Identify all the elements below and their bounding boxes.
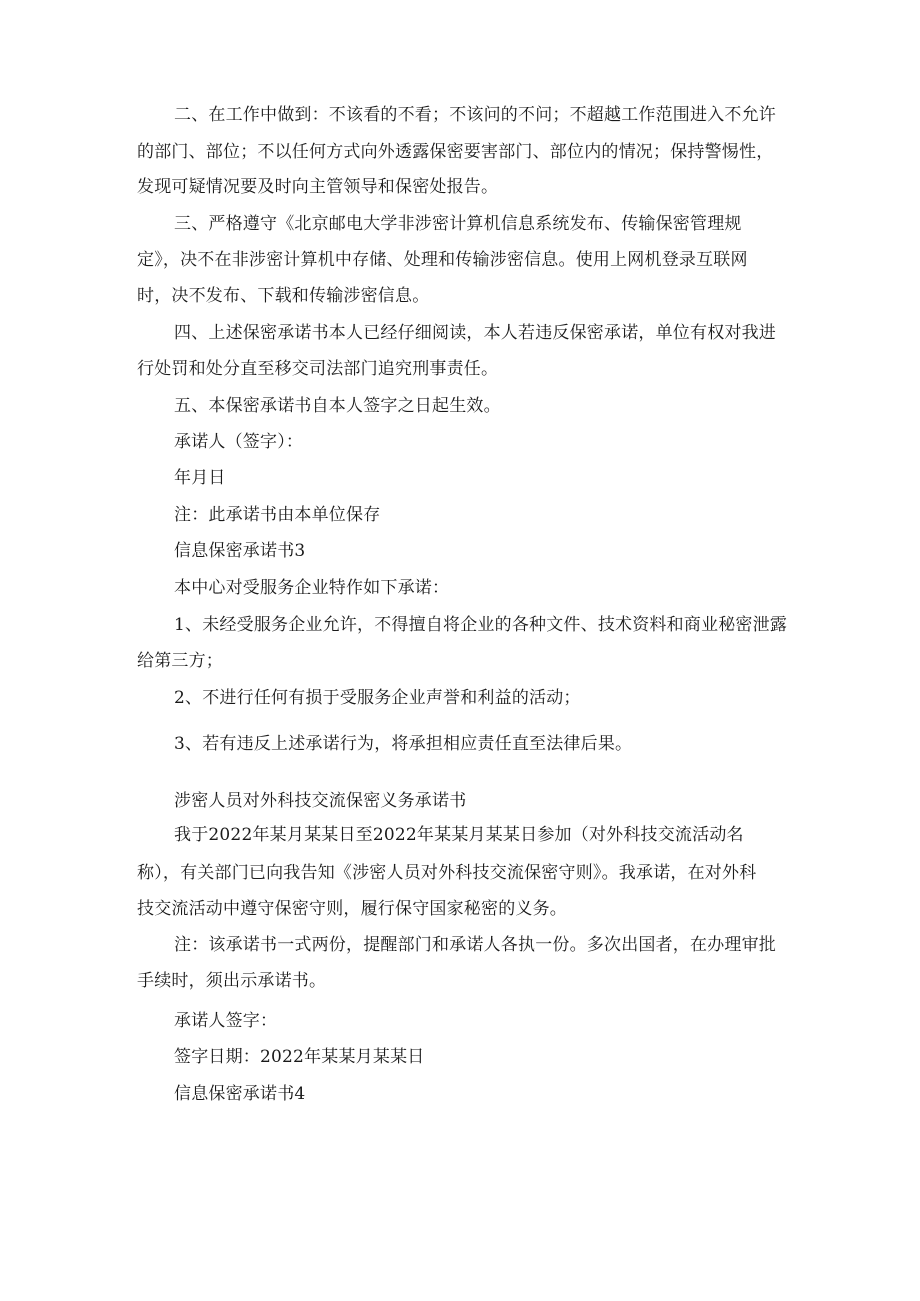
- text-line: 行处罚和处分直至移交司法部门追究刑事责任。: [137, 359, 499, 379]
- text-line: 的部门、部位；不以任何方式向外透露保密要害部门、部位内的情况；保持警惕性，: [137, 142, 774, 162]
- signature-label: 承诺人（签字）：: [174, 432, 304, 452]
- list-item: 1、未经受服务企业允许，不得擅自将企业的各种文件、技术资料和商业秘密泄露: [174, 615, 788, 635]
- text-line: 称），有关部门已向我告知《涉密人员对外科技交流保密守则》。我承诺，在对外科: [137, 863, 757, 883]
- text-line: 定》，决不在非涉密计算机中存储、处理和传输涉密信息。使用上网机登录互联网: [137, 250, 748, 270]
- text-line: 五、本保密承诺书自本人签字之日起生效。: [174, 396, 501, 416]
- text-line: 我于2022年某月某某日至2022年某某月某某日参加（对外科技交流活动名: [174, 825, 744, 845]
- signature-label: 承诺人签字：: [174, 1011, 278, 1031]
- note-line: 注：此承诺书由本单位保存: [174, 505, 381, 525]
- text-line: 本中心对受服务企业特作如下承诺：: [174, 578, 450, 598]
- date-label: 年月日: [174, 468, 226, 488]
- text-line: 二、在工作中做到：不该看的不看；不该问的不问；不超越工作范围进入不允许: [174, 105, 776, 125]
- text-line: 给第三方；: [137, 651, 223, 671]
- section-heading: 信息保密承诺书4: [174, 1084, 306, 1104]
- list-item: 2、不进行任何有损于受服务企业声誉和利益的活动；: [174, 688, 581, 708]
- text-line: 手续时，须出示承诺书。: [137, 971, 327, 991]
- date-label: 签字日期：2022年某某月某某日: [174, 1047, 425, 1067]
- section-heading: 涉密人员对外科技交流保密义务承诺书: [174, 791, 467, 811]
- section-heading: 信息保密承诺书3: [174, 541, 306, 561]
- text-line: 三、严格遵守《北京邮电大学非涉密计算机信息系统发布、传输保密管理规: [174, 214, 742, 234]
- text-line: 技交流活动中遵守保密守则，履行保守国家秘密的义务。: [137, 899, 567, 919]
- text-line: 发现可疑情况要及时向主管领导和保密处报告。: [137, 177, 499, 197]
- text-line: 四、上述保密承诺书本人已经仔细阅读，本人若违反保密承诺，单位有权对我进: [174, 323, 776, 343]
- note-line: 注：该承诺书一式两份，提醒部门和承诺人各执一份。多次出国者，在办理审批: [174, 935, 776, 955]
- text-line: 时，决不发布、下载和传输涉密信息。: [137, 286, 430, 306]
- list-item: 3、若有违反上述承诺行为，将承担相应责任直至法律后果。: [174, 734, 633, 754]
